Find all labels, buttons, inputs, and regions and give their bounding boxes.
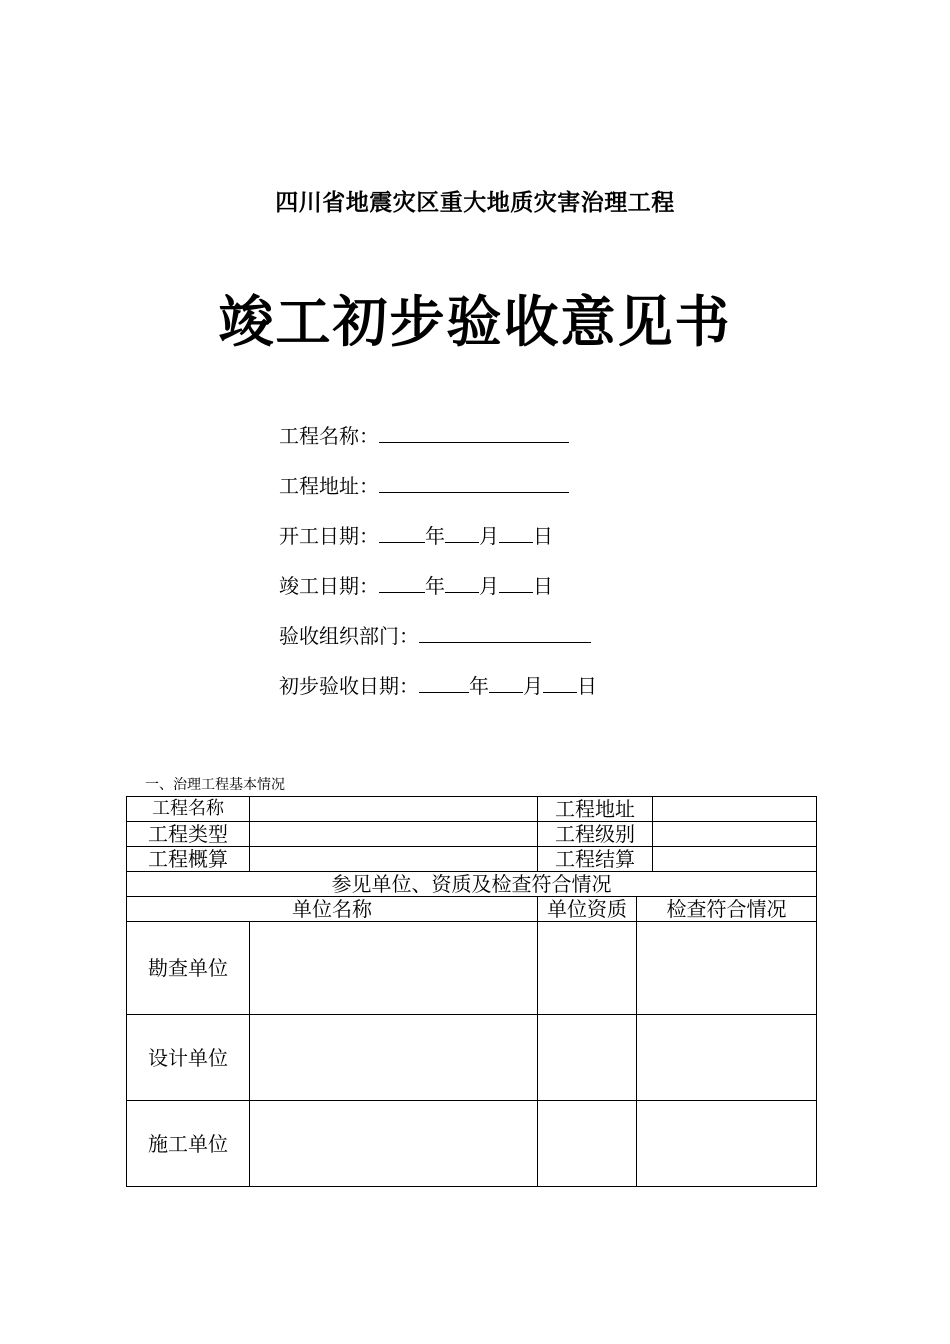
- month-label: 月: [523, 674, 543, 698]
- survey-unit-name[interactable]: [250, 922, 538, 1015]
- survey-unit-label: 勘查单位: [127, 922, 250, 1015]
- project-grade-cell: 工程级别: [538, 822, 653, 847]
- start-month-blank[interactable]: [445, 522, 479, 543]
- table-row: [127, 1015, 817, 1101]
- table-row: [127, 847, 817, 872]
- start-day-blank[interactable]: [499, 522, 533, 543]
- survey-unit-qualification[interactable]: [538, 922, 637, 1015]
- finish-day-blank[interactable]: [499, 572, 533, 593]
- month-label: 月: [479, 574, 499, 598]
- year-label: 年: [425, 524, 445, 548]
- participants-header: 参见单位、资质及检查符合情况: [127, 872, 817, 897]
- design-unit-name[interactable]: [250, 1015, 538, 1101]
- acceptance-org-blank[interactable]: [419, 622, 591, 643]
- table-row: [127, 872, 817, 897]
- project-settlement-value[interactable]: [653, 847, 817, 872]
- col-unit-name: 单位名称: [127, 897, 538, 922]
- field-prelim-date-label: 初步验收日期：: [279, 674, 419, 698]
- design-unit-label: 设计单位: [127, 1015, 250, 1101]
- day-label: 日: [533, 574, 553, 598]
- project-info-table: [126, 796, 817, 1187]
- design-unit-qualification[interactable]: [538, 1015, 637, 1101]
- prelim-month-blank[interactable]: [489, 672, 523, 693]
- document-title: 竣工初步验收意见书: [218, 289, 732, 354]
- project-name-cell: 工程名称: [127, 797, 250, 822]
- field-project-name: [279, 422, 569, 450]
- document-subtitle: 四川省地震灾区重大地质灾害治理工程: [275, 189, 675, 216]
- construction-unit-qualification[interactable]: [538, 1101, 637, 1187]
- project-address-cell: 工程地址: [538, 797, 653, 822]
- project-type-cell: 工程类型: [127, 822, 250, 847]
- project-settlement-cell: 工程结算: [538, 847, 653, 872]
- design-unit-check[interactable]: [637, 1015, 817, 1101]
- project-name-value[interactable]: [250, 797, 538, 822]
- project-budget-value[interactable]: [250, 847, 538, 872]
- field-project-address: [279, 472, 569, 500]
- project-name-blank[interactable]: [379, 422, 569, 443]
- project-budget-cell: 工程概算: [127, 847, 250, 872]
- construction-unit-check[interactable]: [637, 1101, 817, 1187]
- field-acceptance-org: [279, 622, 591, 650]
- field-start-date-label: 开工日期：: [279, 524, 379, 548]
- table-row: [127, 922, 817, 1015]
- table-row: [127, 797, 817, 822]
- year-label: 年: [469, 674, 489, 698]
- survey-unit-check[interactable]: [637, 922, 817, 1015]
- section-heading: 一、治理工程基本情况: [145, 777, 285, 793]
- table-row: [127, 1101, 817, 1187]
- project-address-value[interactable]: [653, 797, 817, 822]
- prelim-year-blank[interactable]: [419, 672, 469, 693]
- table-row: [127, 822, 817, 847]
- field-prelim-date: [279, 672, 597, 700]
- finish-year-blank[interactable]: [379, 572, 425, 593]
- month-label: 月: [479, 524, 499, 548]
- col-check-status: 检查符合情况: [637, 897, 817, 922]
- finish-month-blank[interactable]: [445, 572, 479, 593]
- construction-unit-label: 施工单位: [127, 1101, 250, 1187]
- project-address-blank[interactable]: [379, 472, 569, 493]
- year-label: 年: [425, 574, 445, 598]
- project-type-value[interactable]: [250, 822, 538, 847]
- day-label: 日: [533, 524, 553, 548]
- construction-unit-name[interactable]: [250, 1101, 538, 1187]
- col-unit-qualification: 单位资质: [538, 897, 637, 922]
- field-finish-date: [279, 572, 553, 600]
- project-grade-value[interactable]: [653, 822, 817, 847]
- field-acceptance-org-label: 验收组织部门：: [279, 624, 419, 648]
- field-start-date: [279, 522, 553, 550]
- table-row: [127, 897, 817, 922]
- start-year-blank[interactable]: [379, 522, 425, 543]
- field-project-name-label: 工程名称：: [279, 424, 379, 448]
- prelim-day-blank[interactable]: [543, 672, 577, 693]
- field-project-address-label: 工程地址：: [279, 474, 379, 498]
- day-label: 日: [577, 674, 597, 698]
- field-finish-date-label: 竣工日期：: [279, 574, 379, 598]
